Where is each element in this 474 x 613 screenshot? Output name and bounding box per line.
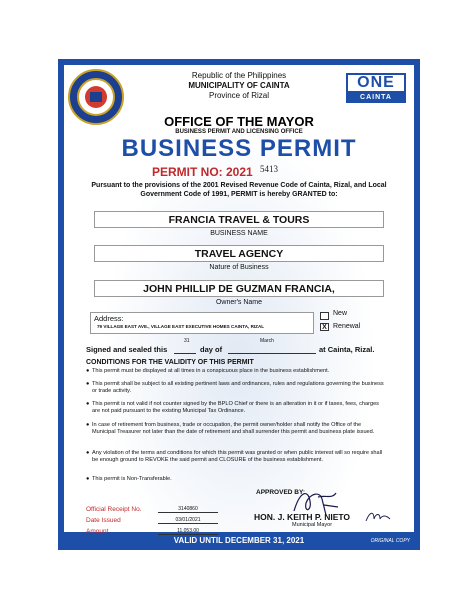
signed-suffix: at Cainta, Rizal. [319,345,375,354]
initials-signature [364,509,392,525]
bullet-icon: ● [86,476,90,482]
logo-bottom-text: CAINTA [346,93,406,103]
condition-item [86,381,384,395]
municipality-line: MUNICIPALITY OF CAINTA [188,81,290,90]
renewal-label: Renewal [333,323,361,330]
nature-caption: Nature of Business [209,264,269,271]
bullet-icon: ● [86,401,90,407]
logo-top-text: ONE [346,73,406,93]
bullet-icon: ● [86,422,90,428]
nature-of-business-field: TRAVEL AGENCY [94,245,384,262]
address-value: 79 VILLAGE EAST AVE., VILLAGE EAST EXECUTIVE HOMES CAINTA, RIZAL [97,324,265,329]
business-name-caption: BUSINESS NAME [210,230,268,237]
business-permit-document [58,59,420,550]
permit-number-value: 5413 [260,164,278,174]
approved-by-label: APPROVED BY: [256,489,305,496]
bullet-icon: ● [86,450,90,456]
condition-text: This permit is not valid if not counter signed by the BPLO Chief or there is an alteration in it or if taxes, fees, charges are not paid pursuant to the existing Municipal Tax Ordinance. [92,401,379,414]
day-of-text: day of [200,345,223,354]
conditions-title: CONDITIONS FOR THE VALIDITY OF THIS PERMIT [86,359,254,366]
initials-stroke [366,513,390,521]
signed-month: March [260,338,274,344]
condition-text: Any violation of the terms and conditions for which this permit was granted or when public interest will so require shall be enough ground to REVOKE the said permit and CLOSURE of the business establishment. [92,450,383,463]
bullet-icon: ● [86,381,90,387]
condition-text: This permit must be displayed at all times in a conspicuous place in the business establishment. [92,368,330,374]
permit-footer [58,532,420,550]
bullet-icon: ● [86,368,90,374]
province-line: Province of Rizal [208,91,270,100]
validity-text: VALID UNTIL DECEMBER 31, 2021 [173,536,305,545]
owner-name-field: JOHN PHILLIP DE GUZMAN FRANCIA, [94,280,384,297]
mayor-title: Municipal Mayor [292,522,333,528]
address-label: Address: [94,314,124,323]
day-blank-line [174,353,196,354]
permit-number-label: PERMIT NO: 2021 [152,165,253,179]
office-title: OFFICE OF THE MAYOR [164,114,314,129]
condition-item [86,401,384,415]
condition-item [86,450,384,464]
month-blank-line [228,353,316,354]
one-cainta-logo [346,73,406,103]
condition-text: This permit is Non-Transferable. [92,476,172,482]
amount-label: Amount [86,528,109,535]
or-label: Official Receipt No. [86,506,142,513]
new-checkbox [320,312,329,320]
renewal-checkbox: X [320,323,329,331]
mayor-name: HON. J. KEITH P. NIETO [254,512,351,522]
signed-day: 31 [184,338,190,344]
date-value: 03/01/2021 [158,517,218,524]
signed-prefix: Signed and sealed this [86,345,168,354]
or-value: 3140860 [158,506,218,513]
permit-title: BUSINESS PERMIT [121,135,357,162]
copy-type: ORIGINAL COPY [370,538,410,544]
amount-value: 11,053.00 [158,528,218,535]
owner-caption: Owner's Name [215,299,263,306]
republic-line: Republic of the Philippines [191,71,287,80]
condition-text: In case of retirement from business, trade or occupation, the permit owner/holder shall notify the Office of the Municipal Treasurer not later than the date of retirement and shall surrender this permit and business plate issued. [92,422,375,435]
office-subtitle: BUSINESS PERMIT AND LICENSING OFFICE [175,129,303,135]
condition-item [86,422,384,436]
permit-body [64,65,414,535]
condition-item [86,476,384,483]
condition-item [86,368,384,375]
date-label: Date Issued [86,517,121,524]
new-label: New [333,310,348,317]
address-field [90,312,314,334]
condition-text: This permit shall be subject to all existing pertinent laws and ordinances, rules and regulations governing the business or trade activity. [92,381,384,394]
pursuant-statement: Pursuant to the provisions of the 2001 Revised Revenue Code of Cainta, Rizal, and Local Government Code of 1991, PERMIT is hereby GRANTED to: [91,182,387,198]
business-name-field: FRANCIA TRAVEL & TOURS [94,211,384,228]
